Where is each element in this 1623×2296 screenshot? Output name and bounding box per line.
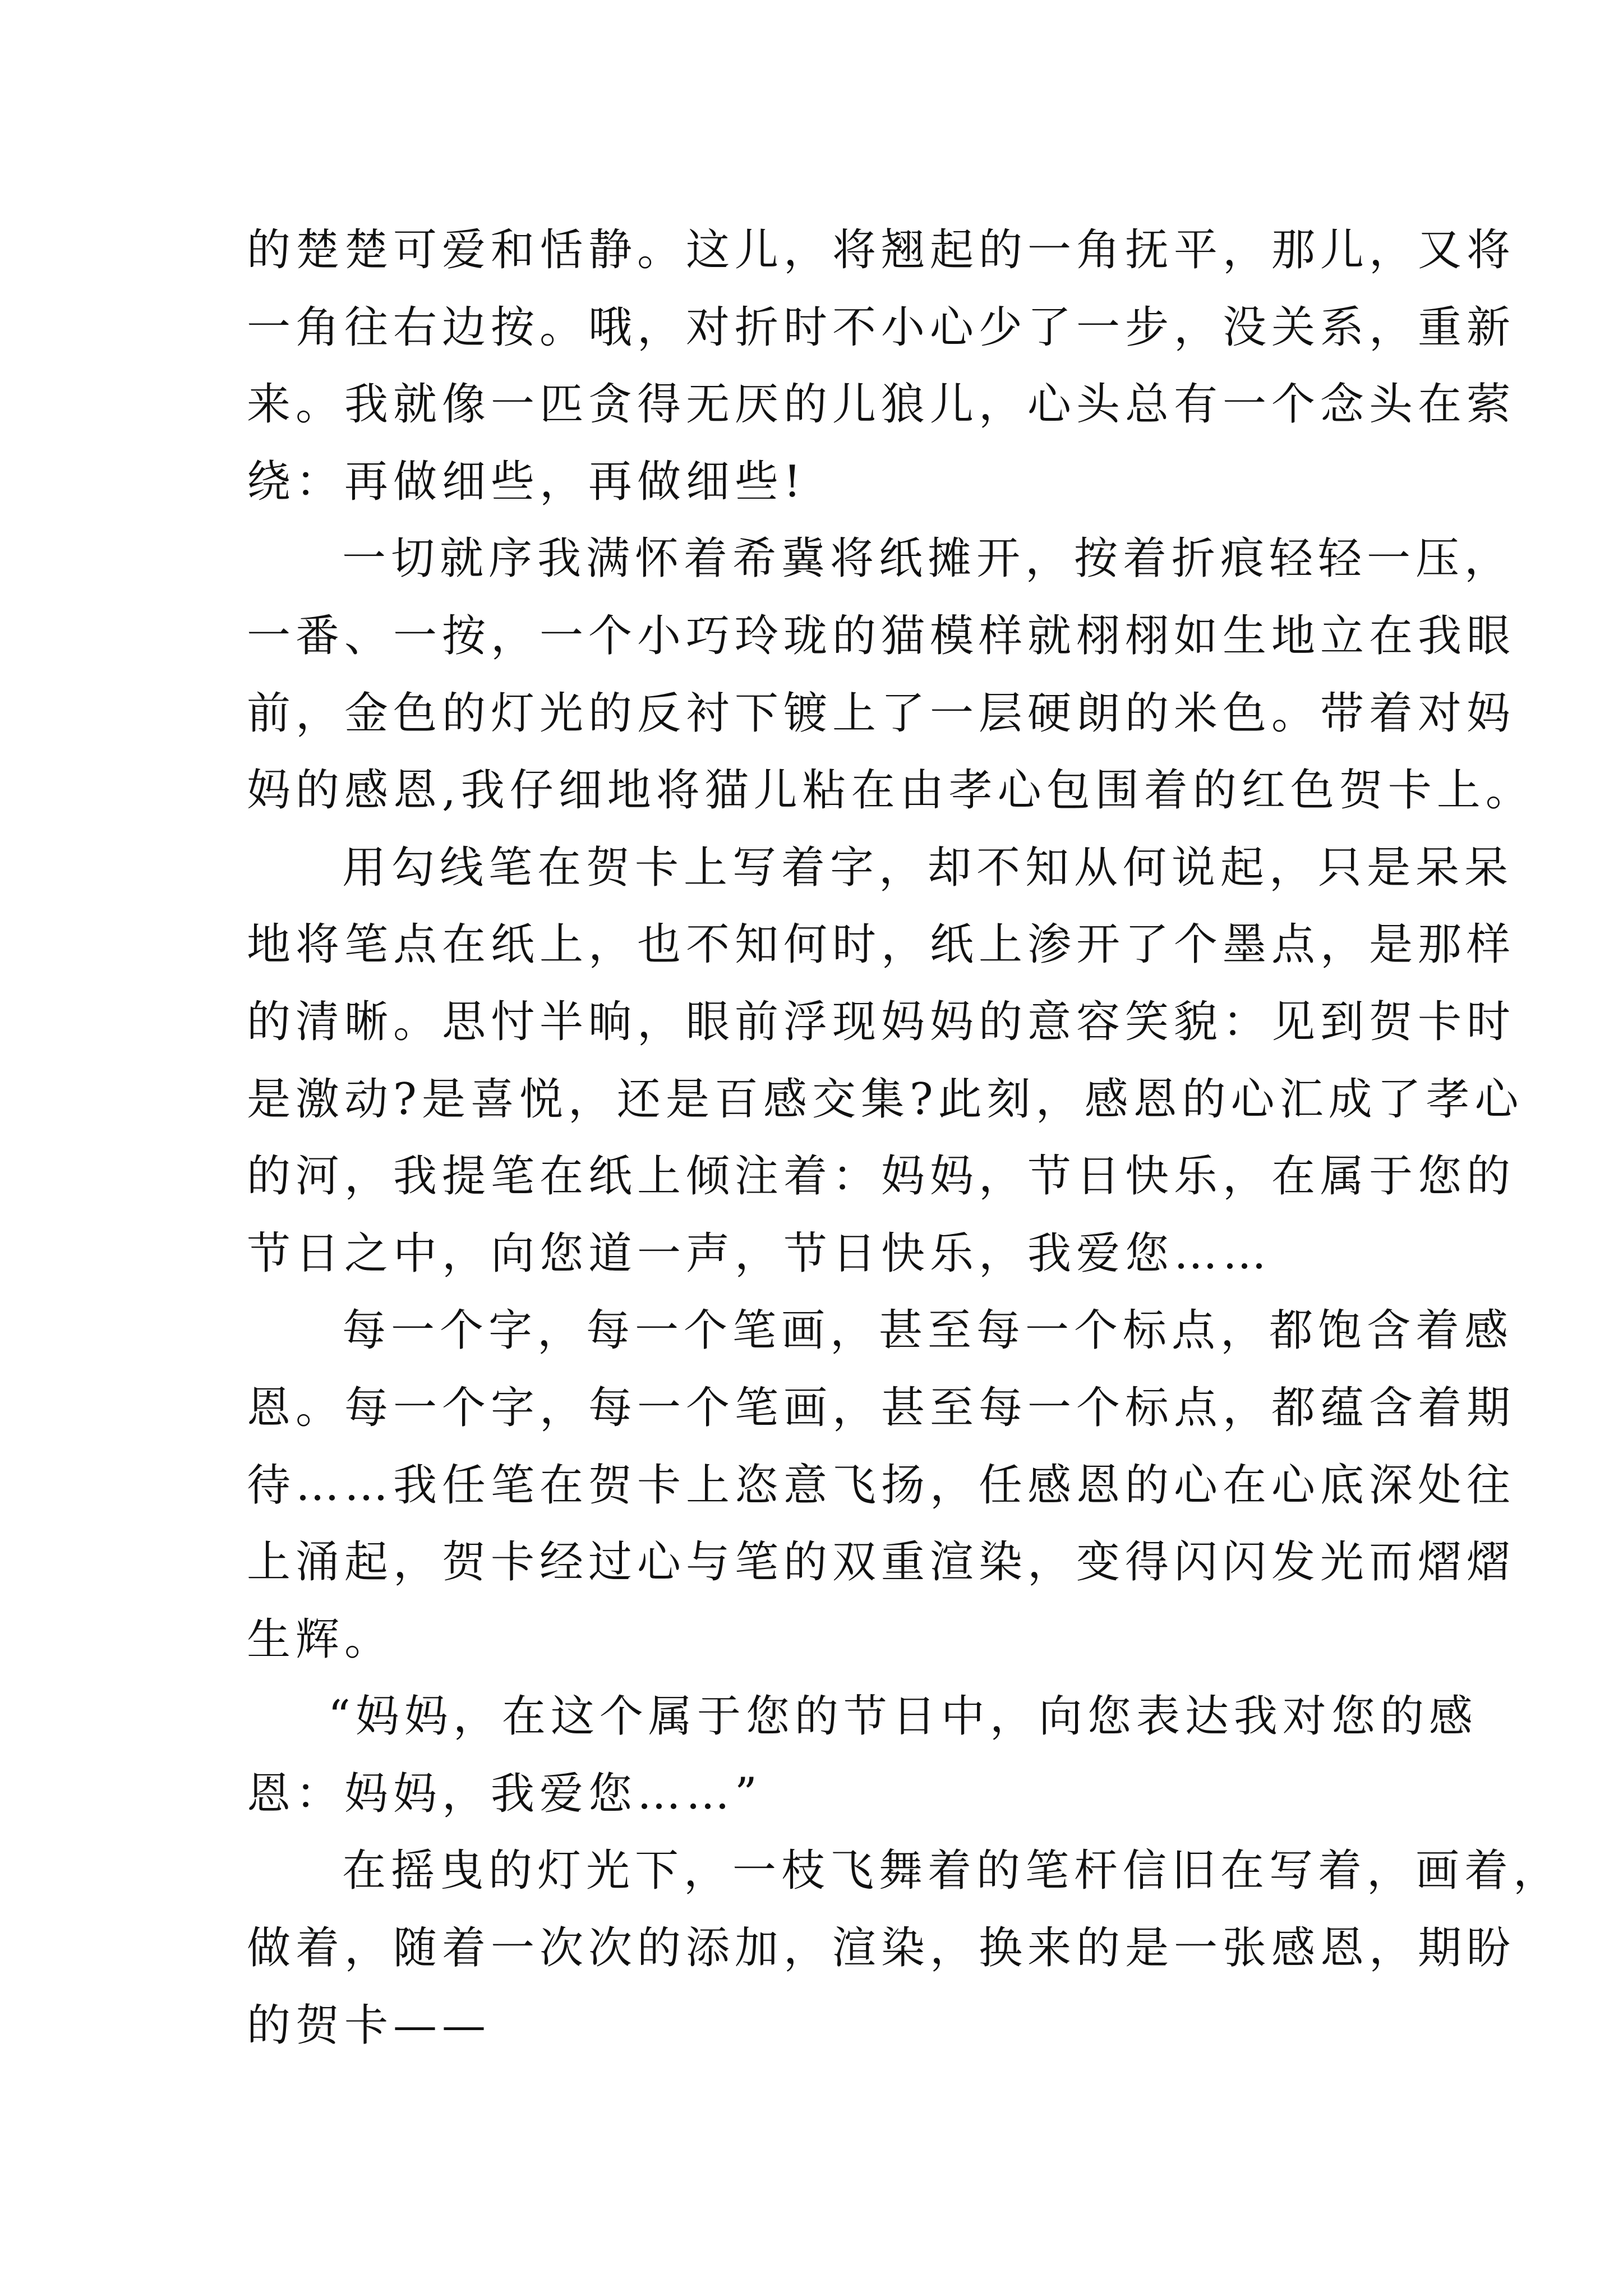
text-line: 妈的感恩,我仔细地将猫儿粘在由孝心包围着的红色贺卡上。: [247, 765, 1534, 816]
text-line: 一角往右边按。哦，对折时不小心少了一步，没关系，重新: [247, 302, 1516, 353]
text-line: 生辉。: [247, 1614, 394, 1665]
paragraph-first-line: 在摇曳的灯光下，一枝飞舞着的笔杆信旧在写着，画着，: [342, 1846, 1562, 1897]
paragraph-first-line: “妈妈，在这个属于您的节日中，向您表达我对您的感: [328, 1691, 1478, 1742]
text-line: 恩：妈妈，我爱您……”: [247, 1768, 762, 1819]
paragraph-first-line: 用勾线笔在贺卡上写着字，却不知从何说起，只是呆呆: [342, 842, 1514, 893]
document-text: [247, 212, 1562, 2064]
text-line: 的清晰。思忖半晌，眼前浮现妈妈的意容笑貌：见到贺卡时: [247, 996, 1516, 1047]
text-line: 的贺卡——: [247, 2000, 491, 2051]
text-line: 的河，我提笔在纸上倾注着：妈妈，节日快乐，在属于您的: [247, 1151, 1516, 1202]
text-line: 做着，随着一次次的添加，渲染，换来的是一张感恩，期盼: [247, 1923, 1516, 1974]
text-line: 待……我任笔在贺卡上恣意飞扬，任感恩的心在心底深处往: [247, 1460, 1516, 1511]
text-line: 恩。每一个字，每一个笔画，甚至每一个标点，都蕴含着期: [247, 1382, 1516, 1433]
text-line: 地将笔点在纸上，也不知何时，纸上渗开了个墨点，是那样: [247, 919, 1516, 970]
paragraph-first-line: 一切就序我满怀着希冀将纸摊开，按着折痕轻轻一压，: [342, 533, 1514, 585]
text-line: 一番、一按，一个小巧玲珑的猫模样就栩栩如生地立在我眼: [247, 610, 1516, 661]
text-line: 是激动?是喜悦，还是百感交集?此刻，感恩的心汇成了孝心: [247, 1074, 1524, 1125]
paragraph-first-line: 每一个字，每一个笔画，甚至每一个标点，都饱含着感: [342, 1305, 1514, 1356]
text-line: 节日之中，向您道一声，节日快乐，我爱您……: [247, 1228, 1272, 1279]
text-line: 的楚楚可爱和恬静。这儿，将翘起的一角抚平，那儿，又将: [247, 225, 1516, 275]
text-line: 来。我就像一匹贪得无厌的儿狼儿，心头总有一个念头在萦: [247, 379, 1516, 430]
text-line: 前，金色的灯光的反衬下镀上了一层硬朗的米色。带着对妈: [247, 688, 1516, 739]
text-line: 上涌起，贺卡经过心与笔的双重渲染，变得闪闪发光而熠熠: [247, 1537, 1516, 1588]
text-line: 绕：再做细些，再做细些!: [247, 456, 806, 507]
